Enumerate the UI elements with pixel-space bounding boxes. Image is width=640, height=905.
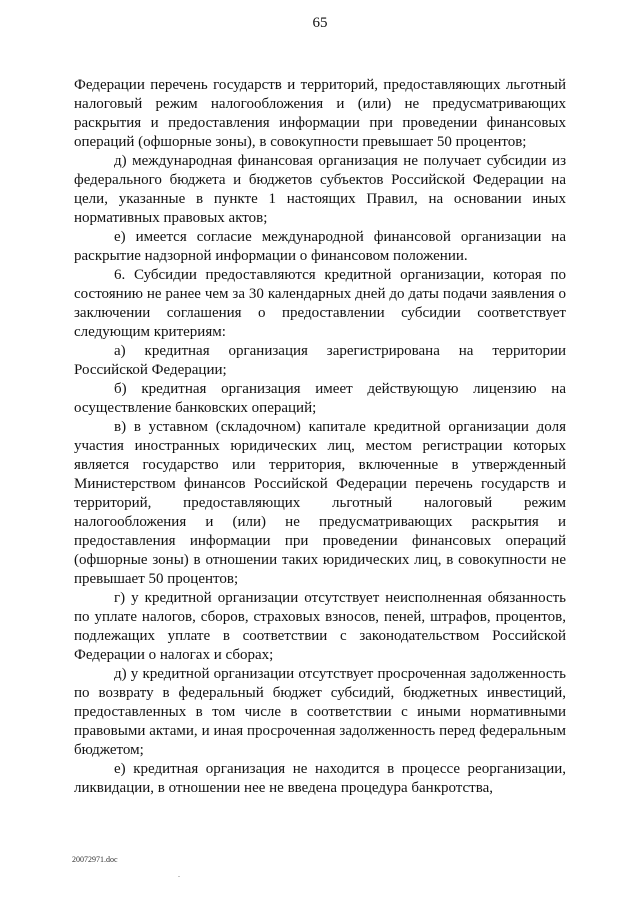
paragraph-item-e: е) имеется согласие международной финансовой организации на раскрытие надзорной информации о финансовом положении.	[74, 229, 566, 264]
paragraph-section-6: 6. Субсидии предоставляются кредитной организации, которая по состоянию не ранее чем за 30 календарных дней до даты подачи заявления о заключении соглашения о предоставлении субсидии соответствует следующим критериям:	[74, 267, 566, 340]
paragraph-criterion-e: е) кредитная организация не находится в процессе реорганизации, ликвидации, в отношении нее не введена процедура банкротства,	[74, 761, 566, 796]
paragraph-criterion-v: в) в уставном (складочном) капитале кредитной организации доля участия иностранных юридических лиц, местом регистрации которых является государство или территория, включенные в утвержденный Министерством финансов Российской Федерации перечень государств и территорий, предоставляющих льготный налоговый режим налогообложения и (или) не предусматривающих раскрытия и предоставления информации при проведении финансовых операций (офшорные зоны) в отношении таких юридических лиц, в совокупности не превышает 50 процентов;	[74, 419, 566, 587]
page-number: 65	[312, 15, 328, 31]
paragraph-criterion-g: г) у кредитной организации отсутствует неисполненная обязанность по уплате налогов, сборов, страховых взносов, пеней, штрафов, процентов, подлежащих уплате в соответствии с законодательством Российской Федерации о налогах и сборах;	[74, 590, 566, 663]
footer-mark: .	[178, 870, 180, 879]
paragraph-item-d: д) международная финансовая организация не получает субсидии из федерального бюджета и бюджетов субъектов Российской Федерации на цели, указанные в пункте 1 настоящих Правил, на основании иных нормативных правовых актов;	[74, 153, 566, 226]
footer-file-name: 20072971.doc	[72, 855, 118, 864]
paragraph-criterion-d: д) у кредитной организации отсутствует просроченная задолженность по возврату в федеральный бюджет субсидий, бюджетных инвестиций, предоставленных в том числе в соответствии с иными нормативными правовыми актами, и иная просроченная задолженность перед федеральным бюджетом;	[74, 666, 566, 758]
paragraph-criterion-b: б) кредитная организация имеет действующую лицензию на осуществление банковских операций;	[74, 381, 566, 416]
paragraph-continuation: Федерации перечень государств и территорий, предоставляющих льготный налоговый режим налогообложения и (или) не предусматривающих раскрытия и предоставления информации при проведении финансовых операций (офшорные зоны), в совокупности превышает 50 процентов;	[74, 77, 566, 150]
paragraph-criterion-a: а) кредитная организация зарегистрирована на территории Российской Федерации;	[74, 343, 566, 378]
document-body	[74, 76, 566, 798]
